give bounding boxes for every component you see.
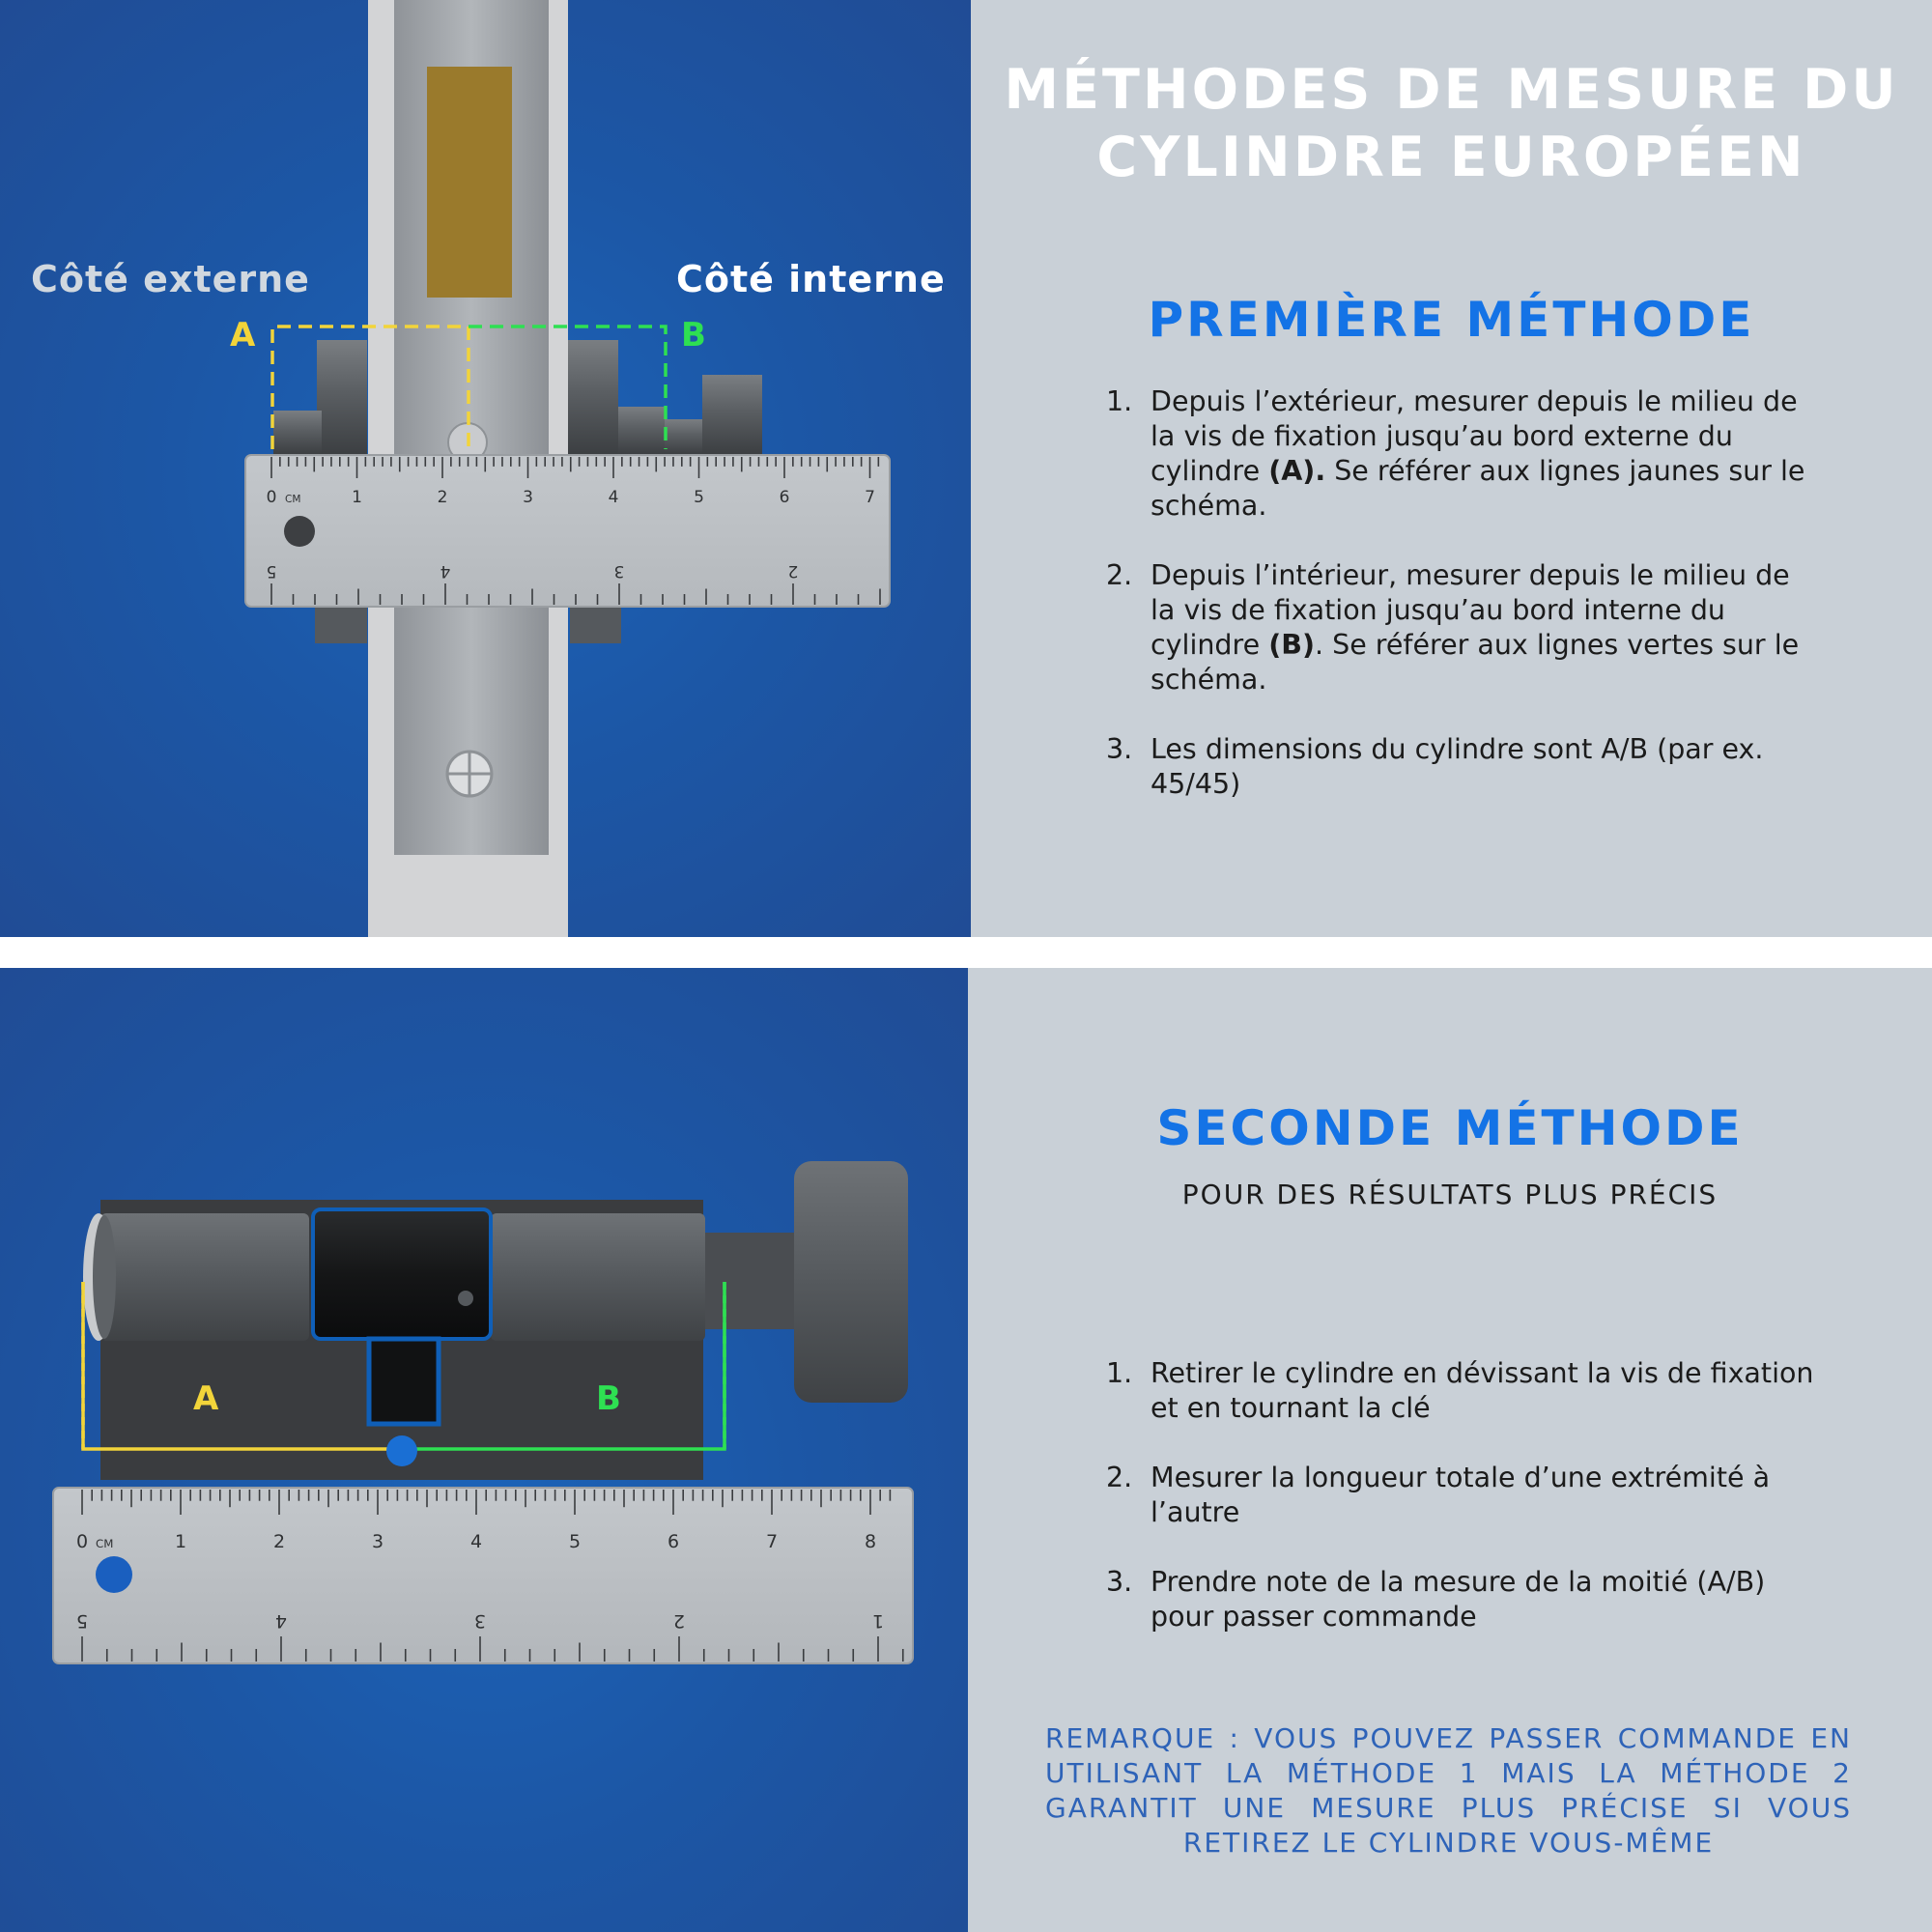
ruler-label: 0 <box>266 488 277 507</box>
thumbturn <box>702 375 762 454</box>
list-item: 2. Mesurer la longueur totale d’une extrémité à l’autre <box>1106 1462 1771 1528</box>
list-item: 3. Les dimensions du cylindre sont A/B (par ex. 45/45) <box>1106 733 1764 800</box>
ruler-label: 3 <box>613 561 625 581</box>
marker-b: B <box>596 1379 621 1418</box>
method1-diagram-panel <box>0 0 971 937</box>
list-item: 1. Retirer le cylindre en dévissant la vis de fixation et en tournant la clé <box>1106 1357 1814 1424</box>
cylinder-external-tip <box>273 411 322 454</box>
ruler-label: 3 <box>523 488 533 507</box>
ruler-label: 5 <box>694 488 704 507</box>
method1-steps <box>1106 384 1816 837</box>
ruler-label: 4 <box>274 1610 288 1632</box>
cylinder-bottom-right <box>570 607 621 643</box>
ruler-label: 2 <box>437 488 448 507</box>
center-sleeve <box>313 1209 491 1339</box>
ruler-label: 2 <box>272 1531 286 1552</box>
method1-heading: PREMIÈRE MÉTHODE <box>1148 292 1755 348</box>
external-side-label: Côté externe <box>31 258 310 300</box>
ruler-hole <box>284 516 315 547</box>
ruler-label: 6 <box>779 488 790 507</box>
ruler-label: 3 <box>371 1531 384 1552</box>
method1-diagram <box>0 0 971 937</box>
ruler-label: 1 <box>871 1610 885 1632</box>
cylinder-internal-step <box>618 407 665 454</box>
sleeve-pin <box>458 1291 473 1306</box>
cylinder-external-barrel <box>100 1213 309 1341</box>
method2-diagram-panel <box>0 968 968 1932</box>
ruler-label: 7 <box>865 488 875 507</box>
latch-bolt <box>427 67 512 298</box>
ruler-label: 5 <box>568 1531 582 1552</box>
cylinder-internal-barrel <box>491 1213 705 1341</box>
ruler-label: 5 <box>266 561 277 581</box>
method2-heading: SECONDE MÉTHODE <box>1156 1100 1744 1156</box>
list-item: 3. Prendre note de la mesure de la moitié (A/B) pour passer commande <box>1106 1566 1766 1633</box>
thumbturn-knob <box>794 1161 908 1403</box>
cylinder-external-body <box>317 340 367 454</box>
remark-note: REMARQUE : VOUS POUVEZ PASSER COMMANDE EN UTILISANT LA MÉTHODE 1 MAIS LA MÉTHODE 2 GARANTIT UNE MESURE PLUS PRÉCISE SI VOUS RETIREZ LE CYLINDRE VOUS-MÊME <box>1045 1722 1852 1859</box>
ruler-label: 2 <box>672 1610 686 1632</box>
center-point <box>386 1435 417 1466</box>
ruler-label: 8 <box>864 1531 877 1552</box>
internal-side-label: Côté interne <box>676 258 946 300</box>
ruler-label: 0 <box>75 1531 89 1552</box>
ruler-hole <box>96 1556 132 1593</box>
shaft <box>705 1233 796 1329</box>
ruler-label: 5 <box>75 1610 89 1632</box>
method2-diagram <box>0 968 968 1932</box>
cam <box>369 1339 439 1424</box>
method2-steps <box>1106 1356 1816 1669</box>
cylinder-bottom-left <box>315 607 367 643</box>
ruler-label: 1 <box>352 488 362 507</box>
ruler-label: CM <box>285 494 301 505</box>
list-item: 2. Depuis l’intérieur, mesurer depuis le milieu de la vis de fixation jusqu’au bord interne du cylindre (B). Se référer aux lignes vertes sur le schéma. <box>1106 559 1800 696</box>
cylinder-internal-step2 <box>665 419 703 454</box>
ruler-label: 7 <box>765 1531 779 1552</box>
ruler-label: CM <box>96 1537 114 1550</box>
method2-text-panel <box>968 968 1932 1932</box>
ruler-label: 4 <box>469 1531 483 1552</box>
ruler-label: 2 <box>787 561 799 581</box>
marker-b: B <box>681 316 706 355</box>
ruler-label: 6 <box>667 1531 680 1552</box>
ruler-label: 3 <box>473 1610 487 1632</box>
ruler <box>53 1488 913 1663</box>
ruler-label: 4 <box>608 488 619 507</box>
ruler-label: 1 <box>174 1531 187 1552</box>
ruler-label: 4 <box>440 561 451 581</box>
marker-a: A <box>193 1379 219 1418</box>
method2-subtitle: POUR DES RÉSULTATS PLUS PRÉCIS <box>1181 1179 1719 1210</box>
marker-a: A <box>230 316 256 355</box>
method1-text-panel <box>971 0 1932 937</box>
list-item: 1. Depuis l’extérieur, mesurer depuis le milieu de la vis de fixation jusqu’au bord externe du cylindre (A). Se référer aux lignes jaunes sur le schéma. <box>1106 385 1805 522</box>
cylinder-internal-body <box>568 340 618 454</box>
page-title: MÉTHODES DE MESURE DU CYLINDRE EUROPÉEN <box>1004 58 1899 189</box>
